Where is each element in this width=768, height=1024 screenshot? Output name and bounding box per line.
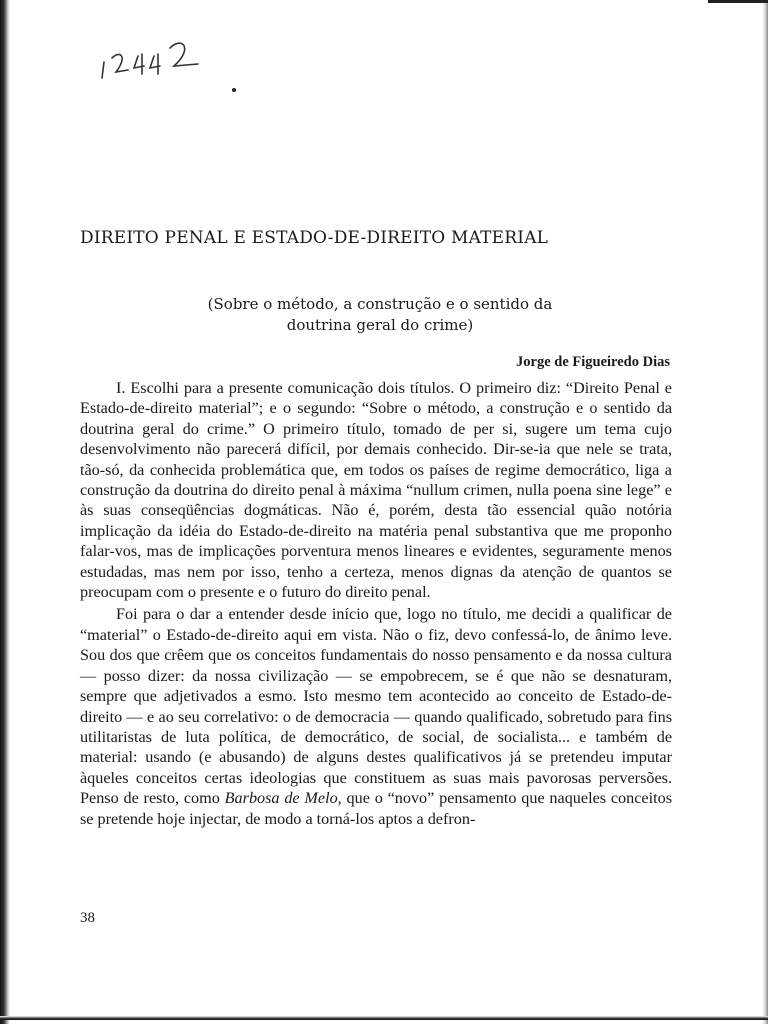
subtitle (140, 294, 620, 336)
page-number: 38 (80, 910, 95, 926)
scan-edge-right (762, 0, 768, 1024)
scan-edge-left (0, 0, 10, 1024)
scan-mark-top (708, 0, 768, 3)
ink-dot (232, 88, 236, 92)
body-text (80, 378, 672, 829)
subtitle-line-1: (Sobre o método, a construção e o sentido da (207, 295, 553, 313)
author-name: Jorge de Figueiredo Dias (516, 354, 670, 370)
page-title: DIREITO PENAL E ESTADO-DE-DIREITO MATERIAL (80, 228, 549, 248)
paragraph-1: I. Escolhi para a presente comunicação dois títulos. O primeiro diz: “Direito Penal e Estado-de-direito material”; e o segundo: “Sobre o método, a construção e o sentido da doutrina geral do crime.” O primeiro título, tomado de per si, sugere um tema cujo desenvolvimento não parecerá difícil, por demais conhecido. Dir-se-ia que nele se trata, tão-só, da conhecida problemática que, em todos os países de regime democrático, liga a construção da doutrina do direito penal à máxima “nullum crimen, nulla poena sine lege” e às suas conseqüências dogmáticas. Não é, porém, desta tão essencial quão notória implicação da idéia do Estado-de-direito na matéria penal substantiva que me proponho falar-vos, mas de implicações porventura menos lineares e evidentes, seguramente menos estudadas, mas nem por isso, tenho a certeza, menos dignas da atenção de quantos se preocupam com o presente e o futuro do direito penal. (80, 379, 672, 602)
subtitle-line-2: doutrina geral do crime) (286, 316, 474, 334)
paragraph-2-end: que o “novo” pensamento que naqueles conceitos se pretende hoje injectar, de modo a torná-los aptos a defron- (80, 789, 673, 828)
handwritten-number (98, 28, 208, 88)
paragraph-2-text: Foi para o dar a entender desde início que, logo no título, me decidi a qualificar de “material” o Estado-de-direito aqui em vista. Não o fiz, devo confessá-lo, de ânimo leve. Sou dos que crêem que os conceitos fundamentais do nosso pensamento e da nossa cultura — posso dizer: da nossa civilização — se empobrecem, se é que não se desnaturam, sempre que adjetivados a esmo. Isto mesmo tem acontecido ao conceito de Estado-de-direito — e ao seu correlativo: o de democracia — quando qualificado, sobretudo para fins utilitaristas de luta política, de democrático, de social, de socialista... e também de material: usando (e abusando) de alguns destes qualificativos já se pretendeu imputar àqueles conceitos certas ideologias que constituem as suas mais pavorosas perversões. Penso de resto, como (80, 605, 672, 808)
cited-author: Barbosa de Melo, (224, 789, 342, 808)
scan-edge-bottom (0, 1016, 768, 1020)
paragraph-2 (80, 604, 672, 828)
